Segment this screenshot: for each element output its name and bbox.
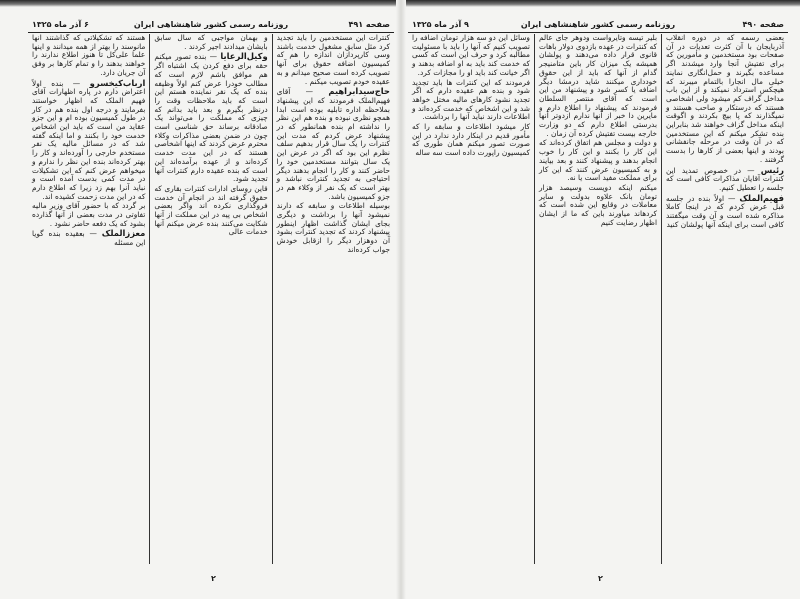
page-number: صفحه ۴۹۰ xyxy=(742,20,784,29)
paragraph xyxy=(412,123,530,158)
page-header xyxy=(28,18,394,33)
paragraph-text: قاین روسای ادارات کنترات بقاری که حقوق گرفته اند در انجام آن خدمت فروگذاری نکرده اند واگر بعضی اشخاص بی پیه در این مملکت از آنها شکایت می‌کنند بنده عرض میکنم آنها خدمات عالی xyxy=(154,183,268,237)
text-column xyxy=(534,34,661,564)
text-column xyxy=(272,34,394,564)
right-page xyxy=(408,18,788,583)
paragraph xyxy=(666,194,784,230)
paragraph-text: وسائل این دو سه هزار تومان اضافه را تصویب کنیم که آنها را باید با مسئولیت مطالبه کرد و حرف این است که کسی که خدمت کند باید به او اضافه بدهند و اگر خیانت کند باید او را مجازات کرد. xyxy=(412,34,530,77)
paragraph xyxy=(277,202,390,254)
paragraph xyxy=(154,34,267,51)
paragraph xyxy=(154,185,267,237)
text-column xyxy=(28,34,149,564)
paragraph xyxy=(277,34,390,86)
paragraph xyxy=(539,34,657,138)
paragraph-text: هستند که تشکیلاتی که گذاشتند آنها مانوسند را بهتر از همه میدانند و اینها علما علی‌کل تا هنوز اطلاع ندارند را خواهند بدهند را و تمام کارها بر وفق آن جریان دارد. xyxy=(32,34,146,77)
speaker-name: وکیل‌الرعایا xyxy=(220,51,268,62)
speaker-name: فهیم‌الملک xyxy=(739,192,784,203)
page-number: صفحه ۴۹۱ xyxy=(348,20,390,29)
paragraph xyxy=(666,34,784,165)
columns xyxy=(408,34,788,564)
paragraph xyxy=(32,34,145,78)
speaker-name: ارباب‌کیخسرو xyxy=(89,77,146,88)
page-footer-number: ۲ xyxy=(598,574,603,583)
paragraph xyxy=(539,139,657,183)
paragraph-text: و بهمان مواجبی که سال سابق بایشان میدادند اجیر کردند . xyxy=(154,34,268,51)
paragraph xyxy=(32,229,145,247)
paragraph-text: — بنده اولاً اعتراض دارم در پاره اظهارات آقای فهیم الملک که اظهار خواستند بفرمایند و درجه اول بنده هم در کار در طول کمیسیون بوده ام و این جزو عقاید من است که باید این اشخاص خدمت خود را بکنند و اما اینکه گفته شد که در مسائل مالیه یک نفر مستخدم خارجی را آورده‌اند و کار را بهتر کرده‌اند بنده این نظر را ندارم و میخواهم عرض کنم که این تشکیلات در مدت کمی بدست آمده است و نباید آنرا بهم زد زیرا که اطلاع دارم که در این مدت زحمت کشیده اند. xyxy=(32,78,146,201)
paragraph xyxy=(154,52,267,184)
text-column xyxy=(149,34,271,564)
paragraph xyxy=(666,166,784,193)
text-column xyxy=(661,34,788,564)
page-footer-number: ۲ xyxy=(211,574,216,583)
paragraph xyxy=(32,202,145,228)
paragraph-text: کنترات این مستخدمین را باید تجدید کرد مثل سابق مشغول خدمت باشند وسی کارپردازان اندازه را هم که کمیسیون اضافه حقوق برای آنها تصویب کرده است صحیح میدانم و به عقیده خودم تصویب میکنم . xyxy=(276,34,390,86)
paragraph-text: — بعقیده بنده گویا این مسئله xyxy=(32,229,146,248)
paragraph xyxy=(412,34,530,78)
paragraph xyxy=(277,87,390,201)
issue-date: ۶ آذر ماه ۱۳۲۵ xyxy=(32,20,89,29)
paragraph xyxy=(32,79,145,202)
speaker-name: حاج‌سیدابراهیم xyxy=(328,86,390,97)
paragraph-text: بر گردد که با حضور آقای وزیر مالیه تفاوتی در مدت بعضی از آنها گذارده بشود که یک دفعه حاضر نشود . xyxy=(32,201,146,228)
paragraph-text: بوسیله اطلاعات و سابقه که دارند نمیشود آنها را برداشت و دیگری بجای ایشان گذاشت اظهار اینطور پیشنهاد کردند که تجدید کنترات بشود آن دوهزار دیگر را ازقابل خودش جواب کرده‌اند xyxy=(276,201,390,254)
issue-date: ۹ آذر ماه ۱۳۲۵ xyxy=(412,20,469,29)
paragraph-text: میکنم اینکه دویست وسیصد هزار تومان بانک علاوه بدولت و سایر معاملات در وقایع این شده است که کردهاند میاورند باین که ما از ایشان اظهار رضایت کنیم xyxy=(539,182,657,227)
paragraph-text: — بنده تصور میکنم حقه برای دفع کردن یک اشتباه اگر هم موافق باشم لازم است که مطالب خودرا عرض کنم اولاً وظیفه بنده که یک نفر نماینده هستم این است که باید ملاحظات وقت را درنظر بگیرم و بعد باید بدانم که چیزی که مملکت را می‌تواند یک صادقانه برساند حق شناسی است چون در ضمن بعضی مذاکرات وکلاء محترم عرض کردند که اینها اشخاصی هستند که در این مدت خدمت کرده‌اند و از عهده برآمده‌اند این است که بنده عقیده دارم کنترات آنها تجدید شود. xyxy=(154,52,268,184)
paragraph-text: — در خصوص تمدید این کنترات آقایان مذاکرات کافی است که جلسه را تعطیل کنیم. xyxy=(666,165,784,192)
paragraph-text: بعضی رسمه که در دوره انقلاب آذربایجان با آن کثرت تعدیات در آن صفحات بود مستخدمین و مأمورین که برای تفتیش آنجا وارد میشدند اگر مساعده بگیرند و حمل‌انگاری نمایند خیلی مال انجارا بالتمام میبرند که هیچکس استرداد نمیکند و از این باب مداخل گراف کم میشود ولی اشخاصی هستند که درستکار و صاحب هستند و نمیگذارند که پا بیچ بکردند و اگوقت اینکه مداخل گزاف خواهند شد بنابراین بنده تشکر میکنم که این مستخدمین که در آن وقت در مرحله جانفشانی بودند و اینها بعضی از کارها را بدست گرفتند . xyxy=(666,34,784,164)
newspaper-title: روزنامه رسمی کشور شاهنشاهی ایران xyxy=(133,20,289,29)
paragraph-text: بلیر تیسه وتایرواست ودوهر جای عالم که کنترات در عهده بازدوی دولار باهات قانوی قرار داده می‌دهند و پولشان همیشه یک میزان کار باین متامنیجر گدام از آنها که باید از این حقوق خودداری میکنند شاید درمشا دیگر اضافه یا کسر شود و پیشنهاد من این است که آقای منتصر السلطان فرمودند که پیشنهاد را اطلاع دارم و مایرین دا خبر از آنها ندارم ازدوتر آنها بدرستی اطلاع دارم که دو وزارت خارجه بیست تفتیش کرده آن زمان . xyxy=(539,34,657,138)
paragraph xyxy=(412,79,530,123)
paragraph-text: فرمودند که این کنترات ها باید تجدید شود و بنده هم عقیده دارم که اگر تجدید نشود کارهای مالیه مختل خواهد شد و این اشخاص که خدمت کرده‌اند و اطلاعات دارند نباید آنها را برداشت. xyxy=(412,77,530,122)
page-gutter xyxy=(396,0,406,599)
page-header xyxy=(408,18,788,33)
paragraph xyxy=(539,184,657,228)
newspaper-title: روزنامه رسمی کشور شاهنشاهی ایران xyxy=(520,20,676,29)
speaker-name: معززالملک xyxy=(101,228,146,239)
paragraph-text: — آقای فهیم‌الملک فرمودند که این پیشنهاد بملاحظه اداره تابلیه بوده است ابدا همچو نظری نبوده و بنده هم این نظر را نداشته ام بنده همانطور که در پیشنهاد عرض کردم که مدت این کنترات را یک سال قرار بدهیم سلف نظرم این بود که اگر در عرض این یک سال بتوانند مستخدمین خود را حاضر کنند و کار را انجام بدهند دیگر احتیاجی به تجدید کنترات نباشد و بهتر است که یک نفر از وکلاء هم در جزو کمیسیون باشد. xyxy=(276,87,390,201)
speaker-name: رئیس xyxy=(760,164,784,175)
paragraph-text: — اولاً بنده در جلسه قبل عرض کردم که در اینجا کاملا مذاکره شده است و آن وقت میگفتند کافی است برای اینکه آنها پولشان کنید xyxy=(666,193,784,229)
paragraph-text: کار میشود اطلاعات و سابقه را که مأمور قدیم در اینکار دارد ندارد در این صورت تصور میکنم همان طوری که کمیسیون راپورت داده است سه ساله xyxy=(412,122,530,158)
paragraph-text: و دولت و مجلس هم اتفاق کرده‌اند که این کار را بکنند و این کار را خوب انجام بدهند و پیشنهاد کنند و بعد بیایند و به کمیسیون عرض کنند که این کار برای مملکت مفید است یا نه. xyxy=(539,138,657,183)
left-page xyxy=(28,18,394,583)
text-column xyxy=(408,34,534,564)
columns xyxy=(28,34,394,564)
